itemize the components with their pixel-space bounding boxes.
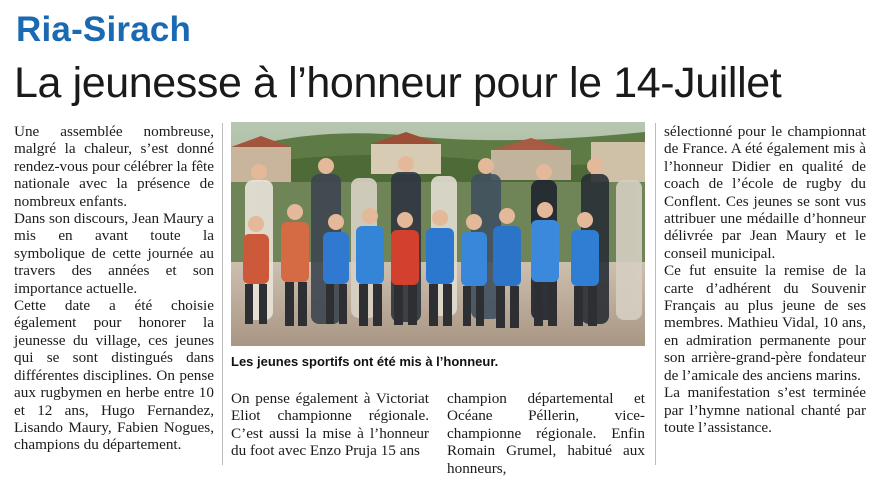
article-column-4 [664, 123, 866, 436]
paragraph: Ce fut ensuite la remise de la carte d’adhérent du Souvenir Français au plus jeune de ses membres. Mathieu Vidal, 10 ans, en admiration permanente pour son arrière-grand-père fondateur de l’amicale des anciens marins. [664, 262, 866, 384]
paragraph: La manifestation s’est terminée par l’hymne national chanté par toute l’assistance. [664, 384, 866, 436]
column-divider [222, 123, 223, 465]
paragraph: champion départemental et Océane Péllerin, vice-championne régionale. Enfin Romain Grumel, habitué aux honneurs, [447, 390, 645, 477]
paragraph: On pense également à Victoriat Eliot championne régionale. C’est aussi la mise à l’honneur du foot avec Enzo Pruja 15 ans [231, 390, 429, 460]
article-headline: La jeunesse à l’honneur pour le 14-Juillet [14, 59, 782, 107]
section-kicker: Ria-Sirach [16, 10, 192, 49]
paragraph: Dans son discours, Jean Maury a mis en avant toute la symbolique de cette journée au travers des années et son importance actuelle. [14, 210, 214, 297]
article-column-3 [447, 390, 645, 477]
paragraph: Cette date a été choisie également pour honorer la jeunesse du village, ces jeunes qui se sont distingués dans différentes disciplines. On pense aux rugbymen en herbe entre 10 et 12 ans, Hugo Fernandez, Lisando Maury, Fabien Nogues, champions du département. [14, 297, 214, 454]
article-column-1 [14, 123, 214, 454]
paragraph: Une assemblée nombreuse, malgré la chaleur, s’est donné rendez-vous pour célébrer la fête nationale avec la présence de nombreux enfants. [14, 123, 214, 210]
group-photo [231, 122, 645, 346]
column-divider [655, 123, 656, 465]
paragraph: sélectionné pour le championnat de France. A été également mis à l’honneur Didier en qualité de coach de l’école de rugby du Conflent. Ces jeunes se sont vus attribuer une médaille d’honneur délivrée par Jean Maury et le conseil municipal. [664, 123, 866, 262]
article-column-2 [231, 390, 429, 460]
photo-caption: Les jeunes sportifs ont été mis à l’honneur. [231, 354, 499, 369]
